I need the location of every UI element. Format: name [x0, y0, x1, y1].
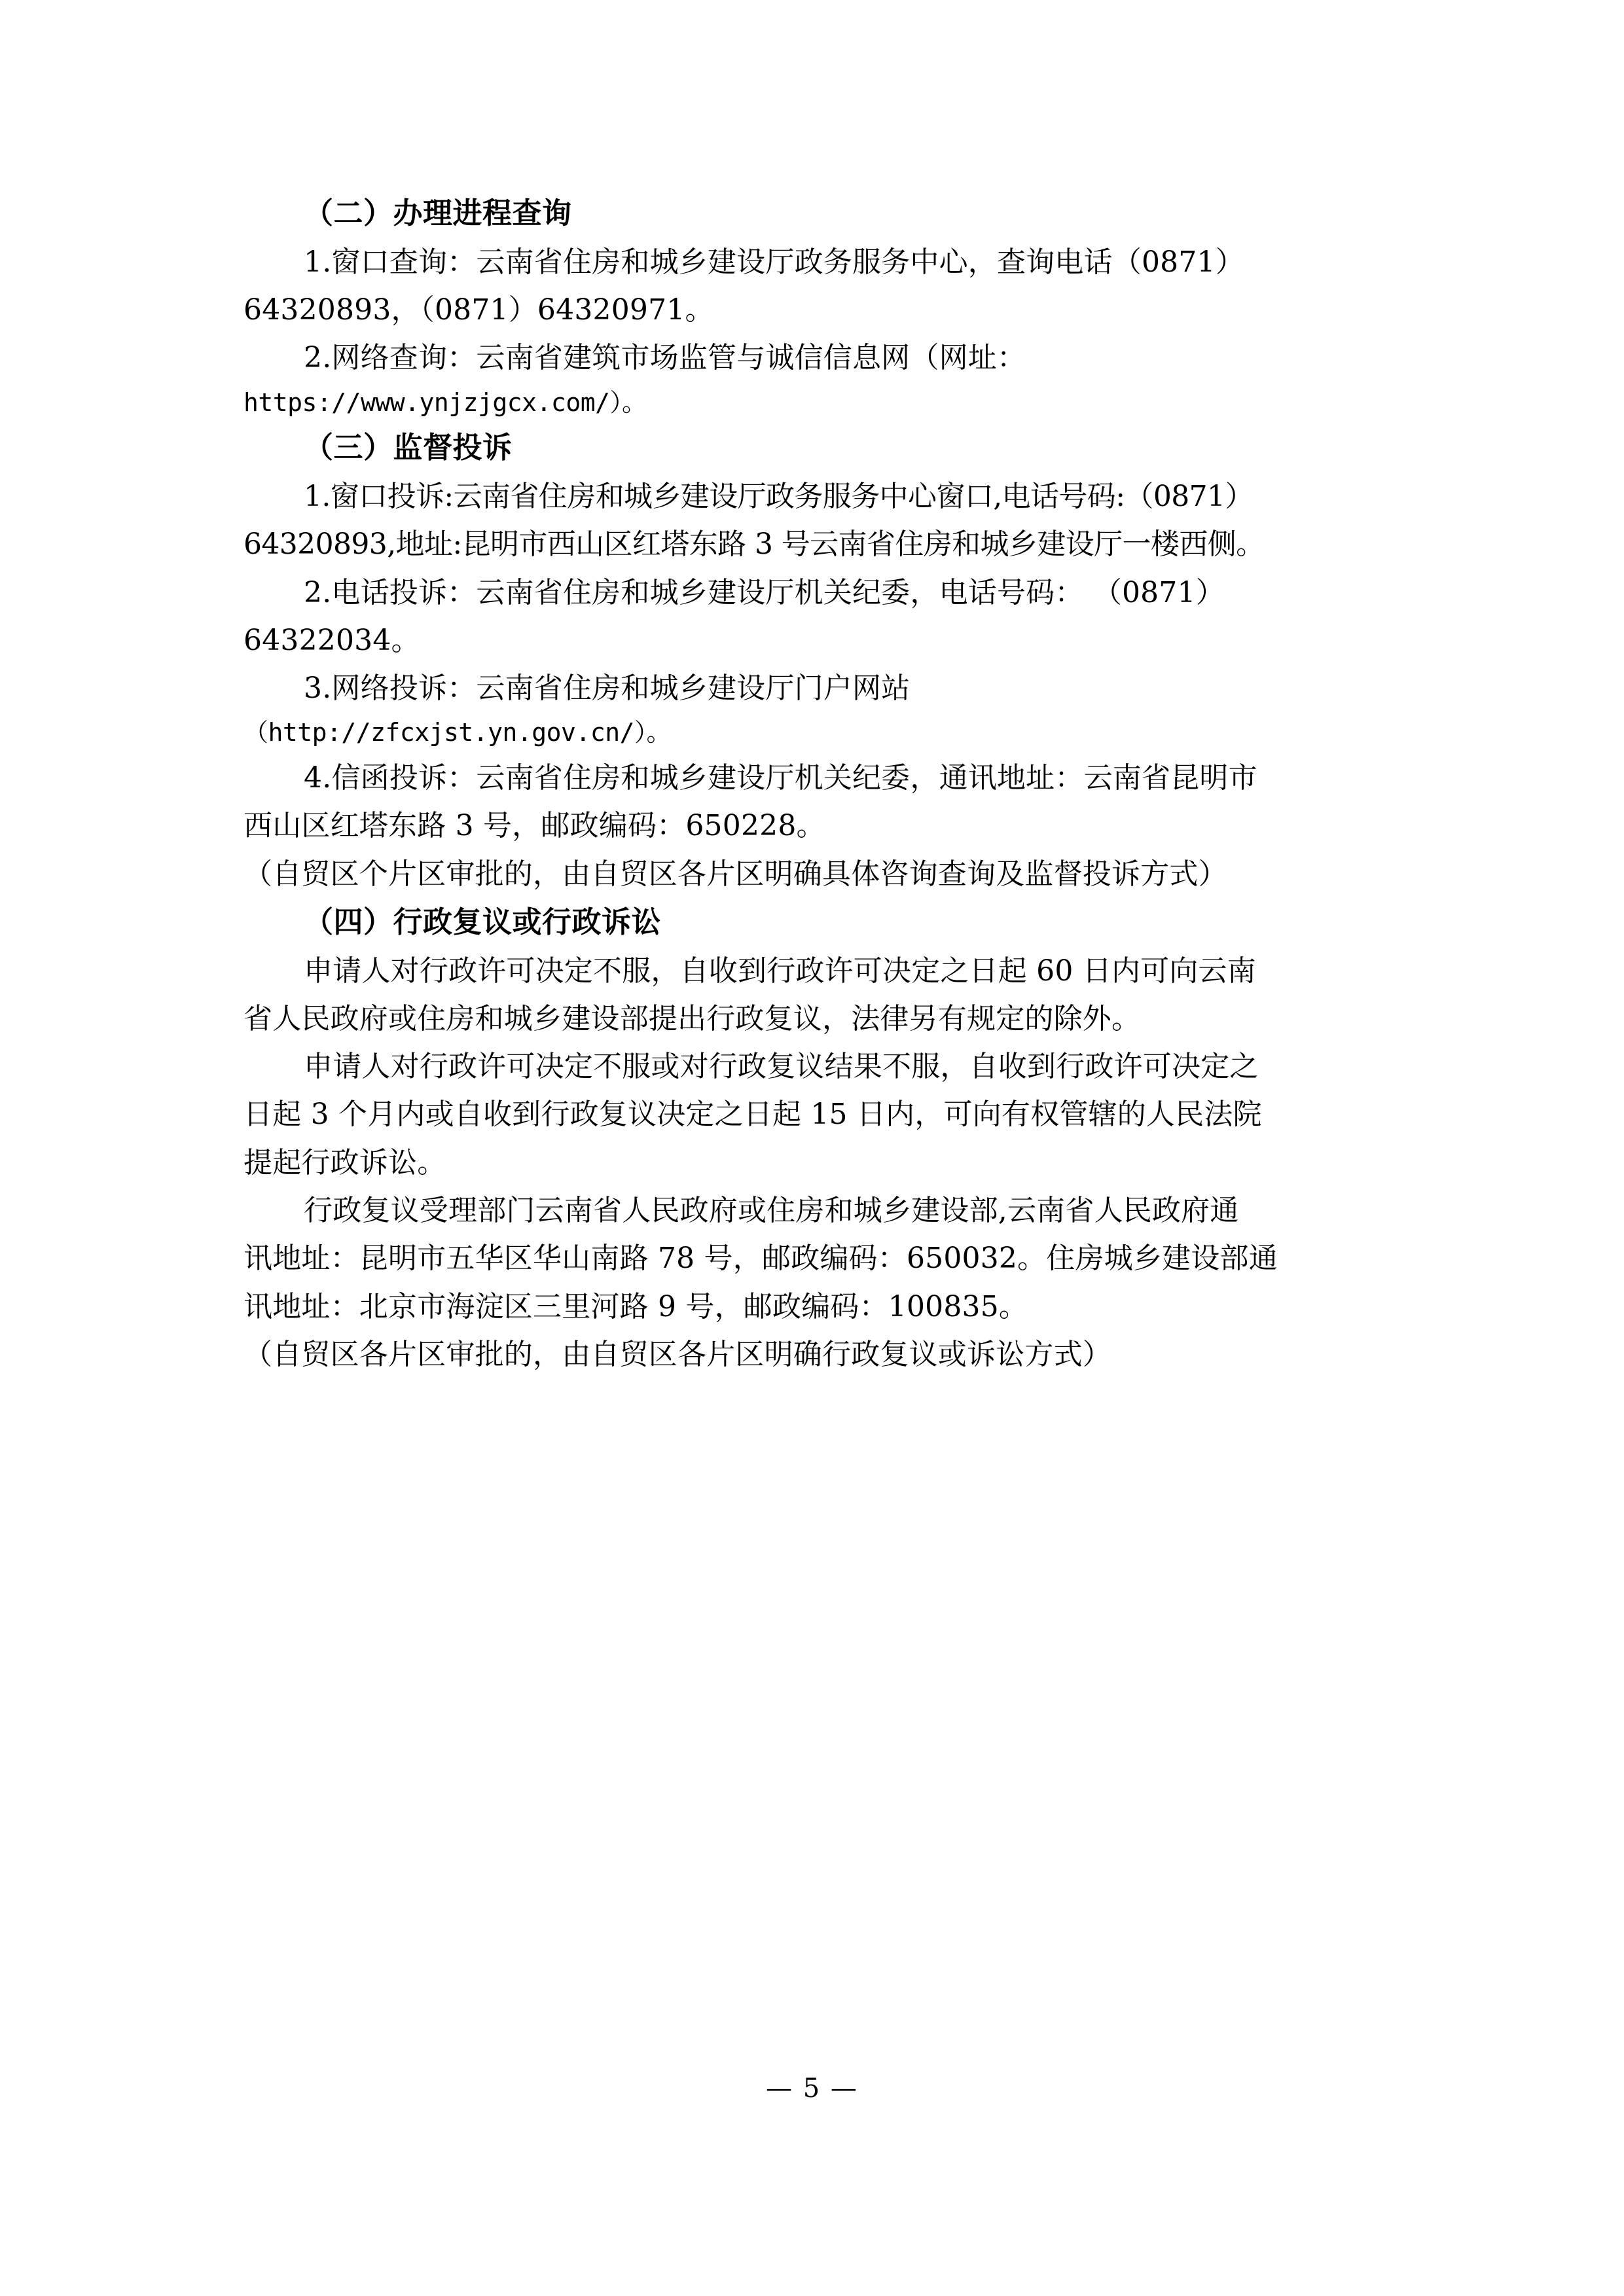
document-body [244, 190, 1382, 1379]
paragraph-window-query-line2: 64320893，（0871）64320971。 [244, 293, 714, 327]
paragraph-authority-line2: 讯地址：昆明市五华区华山南路 78 号，邮政编码：650032。住房城乡建设部通 [244, 1242, 1278, 1276]
paragraph-phone-complaint-line2: 64322034。 [244, 623, 420, 657]
paragraph-phone-complaint-line1: 2.电话投诉：云南省住房和城乡建设厅机关纪委，电话号码： （0871） [304, 575, 1225, 609]
section-heading: （二）办理进程查询 [304, 196, 572, 230]
section-行政复议或行政诉讼 [244, 899, 1382, 1378]
paragraph-review-line1: 申请人对行政许可决定不服，自收到行政许可决定之日起 60 日内可向云南 [304, 954, 1256, 988]
section-heading: （三）监督投诉 [304, 430, 513, 465]
paragraph-ftz-note-complaint: （自贸区个片区审批的，由自贸区各片区明确具体咨询查询及监督投诉方式） [244, 857, 1227, 891]
paragraph-authority-line1: 行政复议受理部门云南省人民政府或住房和城乡建设部,云南省人民政府通 [304, 1194, 1239, 1228]
page-number: — 5 — [766, 2073, 858, 2104]
section-办理进程查询 [244, 190, 1382, 423]
paragraph-network-complaint-line1: 3.网络投诉：云南省住房和城乡建设厅门户网站 [304, 672, 911, 706]
paragraph-litigation-line3: 提起行政诉讼。 [244, 1145, 446, 1179]
paragraph-window-complaint-line1: 1.窗口投诉:云南省住房和城乡建设厅政务服务中心窗口,电话号码:（0871） [304, 480, 1254, 514]
paragraph-network-query-line1: 2.网络查询：云南省建筑市场监管与诚信信息网（网址： [304, 341, 1026, 375]
paragraph-litigation-line2: 日起 3 个月内或自收到行政复议决定之日起 15 日内，可向有权管辖的人民法院 [244, 1098, 1262, 1132]
paragraph-litigation-line1: 申请人对行政许可决定不服或对行政复议结果不服，自收到行政许可决定之 [304, 1050, 1259, 1084]
paragraph-letter-complaint-line2: 西山区红塔东路 3 号，邮政编码：650228。 [244, 809, 825, 843]
paragraph-authority-line3: 讯地址：北京市海淀区三里河路 9 号，邮政编码：100835。 [244, 1289, 1028, 1323]
section-heading: （四）行政复议或行政诉讼 [304, 904, 662, 939]
paragraph-window-complaint-line2: 64320893,地址:昆明市西山区红塔东路 3 号云南省住房和城乡建设厅一楼西侧。 [244, 528, 1265, 562]
paragraph-letter-complaint-line1: 4.信函投诉：云南省住房和城乡建设厅机关纪委，通讯地址：云南省昆明市 [304, 761, 1257, 795]
paragraph-network-complaint-url: （http://zfcxjst.yn.gov.cn/）。 [244, 718, 671, 747]
paragraph-review-line2: 省人民政府或住房和城乡建设部提出行政复议，法律另有规定的除外。 [244, 1001, 1141, 1035]
paragraph-ftz-note-review: （自贸区各片区审批的，由自贸区各片区明确行政复议或诉讼方式） [244, 1337, 1111, 1371]
section-监督投诉 [244, 424, 1382, 897]
paragraph-window-query-line1: 1.窗口查询：云南省住房和城乡建设厅政务服务中心，查询电话（0871） [304, 245, 1244, 279]
paragraph-network-query-url: https://www.ynjzjgcx.com/）。 [244, 387, 647, 417]
